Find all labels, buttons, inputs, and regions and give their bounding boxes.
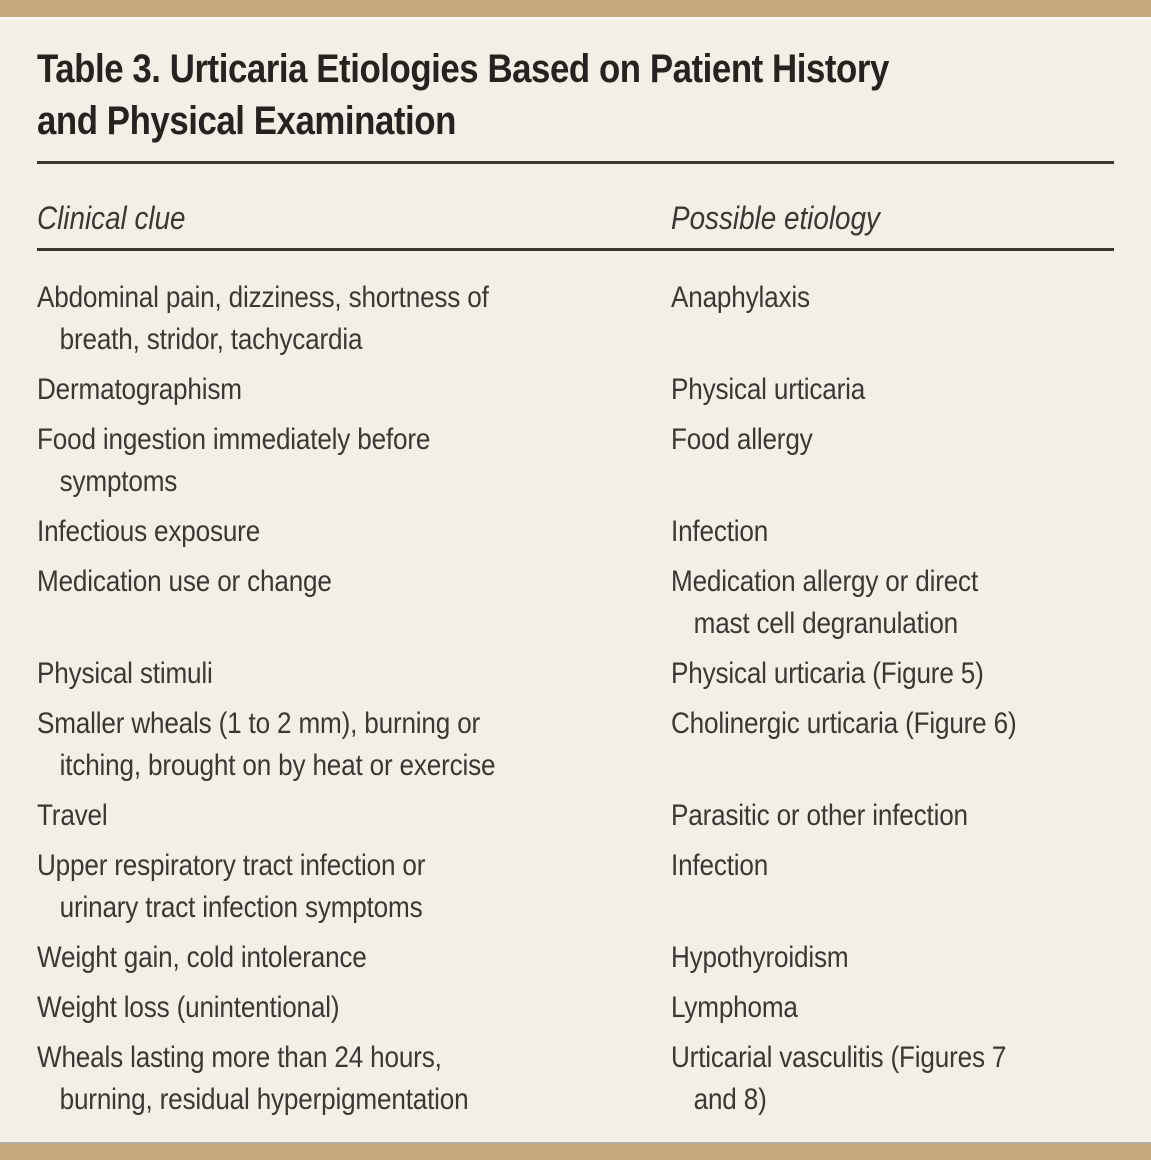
- possible-etiology-cell: [671, 703, 1114, 787]
- clinical-clue-cell: [37, 795, 671, 837]
- table-title-line-1: Table 3. Urticaria Etiologies Based on Patient History: [37, 47, 889, 91]
- possible-etiology-cell: [671, 845, 1114, 929]
- clinical-clue-cell: [37, 987, 671, 1029]
- table-container: [0, 43, 1151, 1121]
- table-title-line-2: and Physical Examination: [37, 99, 456, 143]
- table-row: [37, 845, 1114, 929]
- clinical-clue-cell: [37, 419, 671, 503]
- possible-etiology-cell-line: Infection: [671, 849, 769, 882]
- clinical-clue-cell-line: Weight loss (unintentional): [37, 991, 340, 1024]
- clinical-clue-cell: [37, 845, 671, 929]
- clinical-clue-cell-line: Dermatographism: [37, 373, 242, 406]
- table-row: [37, 795, 1114, 837]
- possible-etiology-cell-line: Lymphoma: [671, 991, 798, 1024]
- possible-etiology-cell: [671, 511, 1114, 553]
- clinical-clue-cell: [37, 277, 671, 361]
- table-row: [37, 369, 1114, 411]
- possible-etiology-cell-line: mast cell degranulation: [693, 607, 959, 640]
- clinical-clue-cell-line: urinary tract infection symptoms: [59, 891, 423, 924]
- possible-etiology-cell-line: Anaphylaxis: [671, 281, 810, 314]
- bottom-border-bar: [0, 1142, 1151, 1160]
- clinical-clue-cell-line: Abdominal pain, dizziness, shortness of: [37, 281, 489, 314]
- table-row: [37, 561, 1114, 645]
- possible-etiology-cell: [671, 795, 1114, 837]
- possible-etiology-cell: [671, 653, 1114, 695]
- possible-etiology-cell-line: Cholinergic urticaria (Figure 6): [671, 707, 1017, 740]
- clinical-clue-cell-line: Smaller wheals (1 to 2 mm), burning or: [37, 707, 481, 740]
- table-row: [37, 937, 1114, 979]
- clinical-clue-cell: [37, 511, 671, 553]
- clinical-clue-cell-line: symptoms: [59, 465, 178, 498]
- clinical-clue-cell-line: Food ingestion immediately before: [37, 423, 431, 456]
- column-header-row: [37, 164, 1114, 248]
- possible-etiology-cell: [671, 1037, 1114, 1121]
- top-border-bar: [0, 0, 1151, 20]
- possible-etiology-cell-line: Hypothyroidism: [671, 941, 849, 974]
- clinical-clue-cell: [37, 703, 671, 787]
- table-title: [37, 43, 1114, 147]
- clinical-clue-cell-line: burning, residual hyperpigmentation: [59, 1083, 469, 1116]
- clinical-clue-cell-line: Infectious exposure: [37, 515, 261, 548]
- table-body: [37, 251, 1114, 1121]
- possible-etiology-cell: [671, 277, 1114, 361]
- column-header-possible-etiology: Possible etiology: [671, 200, 880, 236]
- possible-etiology-cell: [671, 419, 1114, 503]
- clinical-clue-cell: [37, 369, 671, 411]
- possible-etiology-cell-line: Urticarial vasculitis (Figures 7: [671, 1041, 1007, 1074]
- table-row: [37, 653, 1114, 695]
- clinical-clue-cell-line: Travel: [37, 799, 108, 832]
- clinical-clue-cell: [37, 653, 671, 695]
- clinical-clue-cell: [37, 561, 671, 645]
- possible-etiology-cell-line: Physical urticaria: [671, 373, 866, 406]
- table-row: [37, 703, 1114, 787]
- table-row: [37, 511, 1114, 553]
- clinical-clue-cell-line: Weight gain, cold intolerance: [37, 941, 367, 974]
- table-row: [37, 987, 1114, 1029]
- clinical-clue-cell: [37, 937, 671, 979]
- possible-etiology-cell-line: Infection: [671, 515, 769, 548]
- clinical-clue-cell-line: Upper respiratory tract infection or: [37, 849, 426, 882]
- possible-etiology-cell-line: Parasitic or other infection: [671, 799, 968, 832]
- clinical-clue-cell-line: itching, brought on by heat or exercise: [59, 749, 496, 782]
- possible-etiology-cell-line: and 8): [693, 1083, 767, 1116]
- table-row: [37, 419, 1114, 503]
- possible-etiology-cell: [671, 561, 1114, 645]
- table-row: [37, 1037, 1114, 1121]
- clinical-clue-cell: [37, 1037, 671, 1121]
- possible-etiology-cell-line: Medication allergy or direct: [671, 565, 979, 598]
- clinical-clue-cell-line: Physical stimuli: [37, 657, 213, 690]
- possible-etiology-cell-line: Food allergy: [671, 423, 813, 456]
- column-header-clinical-clue: Clinical clue: [37, 200, 186, 236]
- clinical-clue-cell-line: breath, stridor, tachycardia: [59, 323, 363, 356]
- possible-etiology-cell: [671, 369, 1114, 411]
- table-row: [37, 277, 1114, 361]
- possible-etiology-cell-line: Physical urticaria (Figure 5): [671, 657, 984, 690]
- possible-etiology-cell: [671, 987, 1114, 1029]
- possible-etiology-cell: [671, 937, 1114, 979]
- clinical-clue-cell-line: Medication use or change: [37, 565, 332, 598]
- clinical-clue-cell-line: Wheals lasting more than 24 hours,: [37, 1041, 442, 1074]
